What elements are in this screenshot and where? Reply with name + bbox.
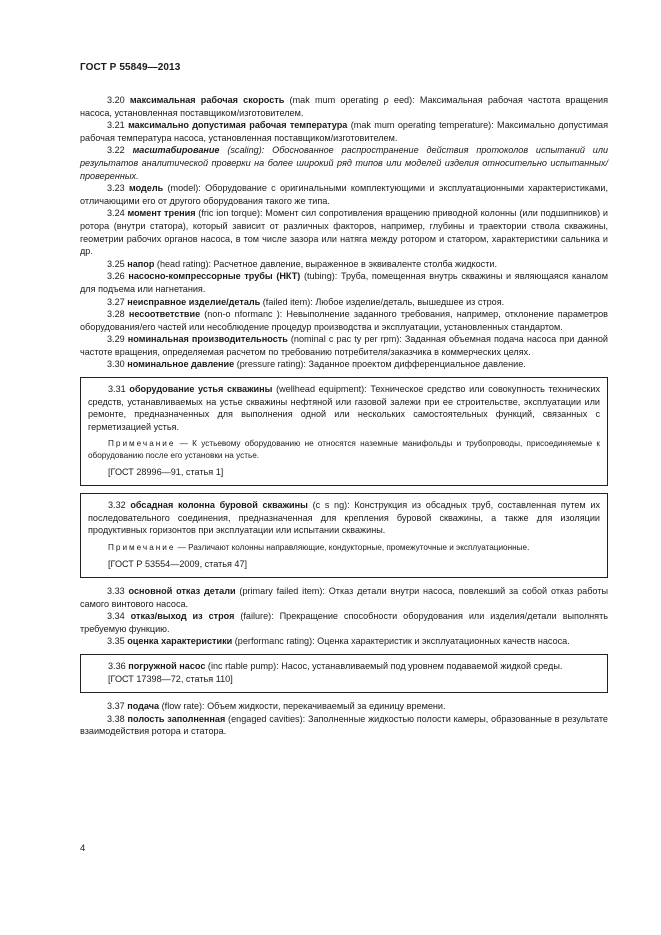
term-definition: (mak mum operating temperature): Максимально допустимая рабочая температура насоса, установленная поставщиком/изготовителем. (80, 120, 609, 143)
term-number: 3.36 (108, 660, 126, 671)
term-definition: (model): Оборудование с оригинальными комплектующими и эксплуатационными характеристиками, отличающими его от другого оборудования такого же типа. (80, 183, 609, 206)
term-number: 3.20 (107, 95, 125, 105)
term-definition: (engaged cavities): Заполненные жидкостью полости камеры, образованные в результате взаимодействия ротора и статора. (80, 713, 608, 737)
term-paragraph (80, 296, 608, 309)
term-definition: (c s ng): Конструкция из обсадных труб, составленная путем их последовательного соединения, предназначенная для крепления буровой скважины, а также для изоляции продуктивных горизонтов при эксплуатации или испытании скважины. (88, 500, 600, 536)
term-title: максимальная рабочая скорость (129, 95, 285, 105)
note-text: — Различают колонны направляющие, кондукторные, промежуточные и эксплуатационные. (175, 542, 530, 552)
term-paragraph (80, 308, 608, 333)
term-title: неисправное изделие/деталь (127, 296, 261, 307)
term-number: 3.34 (107, 611, 125, 622)
framed-term-box (80, 493, 608, 578)
term-definition: (fric ion torque): Момент сил сопротивления вращению приводной колонны (или подшипников) и ротора (внутри статора), который зависит от различных факторов, например, глубины и траектории ствола скважины, геометрии рабочих органов насоса, в том числе зазора или натяга между ротором и статором, характеристики сальника и др. (80, 208, 608, 257)
term-paragraph (80, 358, 608, 371)
framed-term-box (80, 654, 608, 693)
term-title: оборудование устья скважины (129, 384, 273, 395)
term-definition: (inc rtable pump): Насос, устанавливаемый под уровнем подаваемой жидкой среды. (205, 660, 563, 671)
term-number: 3.37 (107, 701, 125, 712)
term-definition: (failure): Прекращение способности оборудования или изделия/детали выполнять требуемую функцию. (80, 611, 608, 634)
term-paragraph (80, 585, 608, 610)
term-paragraph (80, 144, 608, 182)
term-number: 3.38 (107, 713, 125, 724)
term-title: отказ/выход из строя (130, 611, 235, 622)
term-paragraph (80, 713, 608, 738)
framed-term-box (80, 377, 608, 486)
term-number: 3.24 (107, 208, 125, 219)
term-title: напор (127, 258, 155, 269)
term-title: номинальная производительность (127, 334, 288, 345)
term-paragraph (80, 258, 608, 271)
term-definition: (wellhead equipment): Техническое средство или совокупность технических средств, устанавливаемых на устье скважины нефтяной или газовой залежи при ее строительстве, эксплуатации или ремонте, предназначенных для выполнения одной или нескольких самостоятельных функций, связанных с герметизацией устья. (88, 384, 600, 432)
term-title: оценка характеристики (127, 636, 233, 647)
term-paragraph (80, 700, 608, 713)
term-number: 3.22 (107, 145, 125, 156)
term-paragraph (80, 610, 608, 635)
term-title: насосно-компрессорные трубы (НКТ) (128, 271, 301, 282)
note-label: Примечание (108, 542, 176, 552)
term-title: момент трения (127, 208, 196, 219)
term-definition: (performanc rating): Оценка характеристик и эксплуатационных качеств насоса. (232, 636, 570, 647)
note-label: Примечание (108, 439, 176, 449)
term-definition: (flow rate): Объем жидкости, перекачиваемый за единицу времени. (159, 701, 446, 712)
term-definition: (head rating): Расчетное давление, выраженное в эквиваленте столба жидкости. (154, 258, 497, 269)
term-number: 3.25 (107, 258, 125, 269)
term-number: 3.29 (107, 334, 125, 345)
document-header: ГОСТ Р 55849—2013 (80, 62, 181, 73)
term-source-reference: [ГОСТ Р 53554—2009, статья 47] (108, 559, 248, 570)
term-note (88, 438, 600, 461)
term-paragraph (80, 270, 608, 295)
term-definition: (primary failed item): Отказ детали внутри насоса, повлекший за собой отказ работы самого винтового насоса. (80, 585, 608, 609)
term-title: максимально допустимая рабочая температура (128, 120, 348, 131)
term-title: полость заполненная (127, 713, 226, 724)
term-note (88, 542, 600, 554)
term-title: подача (127, 701, 160, 712)
term-title: модель (128, 183, 164, 194)
term-title: номинальное давление (127, 359, 235, 370)
term-definition: (mak mum operating ρ eed): Максимальная рабочая частота вращения насоса, установленная поставщиком/изготовителем. (80, 95, 608, 118)
term-number: 3.27 (107, 296, 125, 307)
term-title: основной отказ детали (128, 585, 236, 596)
term-definition: (pressure rating): Заданное проектом дифференциальное давление. (234, 359, 526, 370)
term-number: 3.21 (107, 120, 125, 131)
term-definition: (nominal c pac ty per rpm): Заданная объемная подача насоса при данной частоте вращения, определяемая расчетом по требованию потребителя/заказчика в коммерческих целях. (80, 334, 608, 357)
term-paragraph (80, 635, 608, 648)
term-number: 3.33 (107, 585, 125, 596)
term-paragraph (80, 207, 608, 257)
term-paragraph (80, 333, 608, 358)
term-title: масштабирование (132, 145, 220, 156)
note-text: — К устьевому оборудованию не относятся наземные манифольды и трубопроводы, присоединяемые к оборудованию после его установки на устье. (88, 439, 600, 460)
term-paragraph (88, 499, 600, 537)
term-number: 3.35 (107, 636, 125, 647)
term-definition: (non-o nformanc ): Невыполнение заданного требования, например, отклонение параметров оборудования/его частей или несоблюдение процедур производства и эксплуатации, установленных стандартом. (80, 309, 608, 332)
term-source-reference: [ГОСТ 28996—91, статья 1] (108, 467, 224, 478)
term-number: 3.30 (107, 359, 125, 370)
term-paragraph (88, 383, 600, 433)
term-definition: (tubing): Труба, помещенная внутрь скважины и являющаяся каналом для подъема или нагнетания. (80, 271, 608, 294)
term-paragraph (80, 94, 608, 119)
term-paragraph (80, 119, 608, 144)
page-number: 4 (80, 843, 86, 854)
term-number: 3.28 (107, 309, 125, 320)
term-title: несоответствие (128, 309, 201, 320)
term-paragraph (80, 182, 608, 207)
term-number: 3.32 (108, 500, 126, 511)
document-body (80, 94, 608, 738)
term-number: 3.23 (107, 183, 125, 194)
term-paragraph (88, 660, 600, 673)
term-number: 3.26 (107, 271, 125, 282)
term-source-reference: [ГОСТ 17398—72, статья 110] (108, 674, 233, 685)
term-definition: (failed item): Любое изделие/деталь, вышедшее из строя. (260, 296, 505, 307)
term-title: обсадная колонна буровой скважины (130, 500, 308, 511)
term-number: 3.31 (108, 384, 126, 395)
term-definition: (scaling): Обоснованное распространение действия протоколов испытаний или результатов аналитической проверки на более широкий ряд типов или моделей изделия относительно испытанных/проверенных. (80, 145, 608, 181)
term-title: погружной насос (128, 660, 206, 671)
